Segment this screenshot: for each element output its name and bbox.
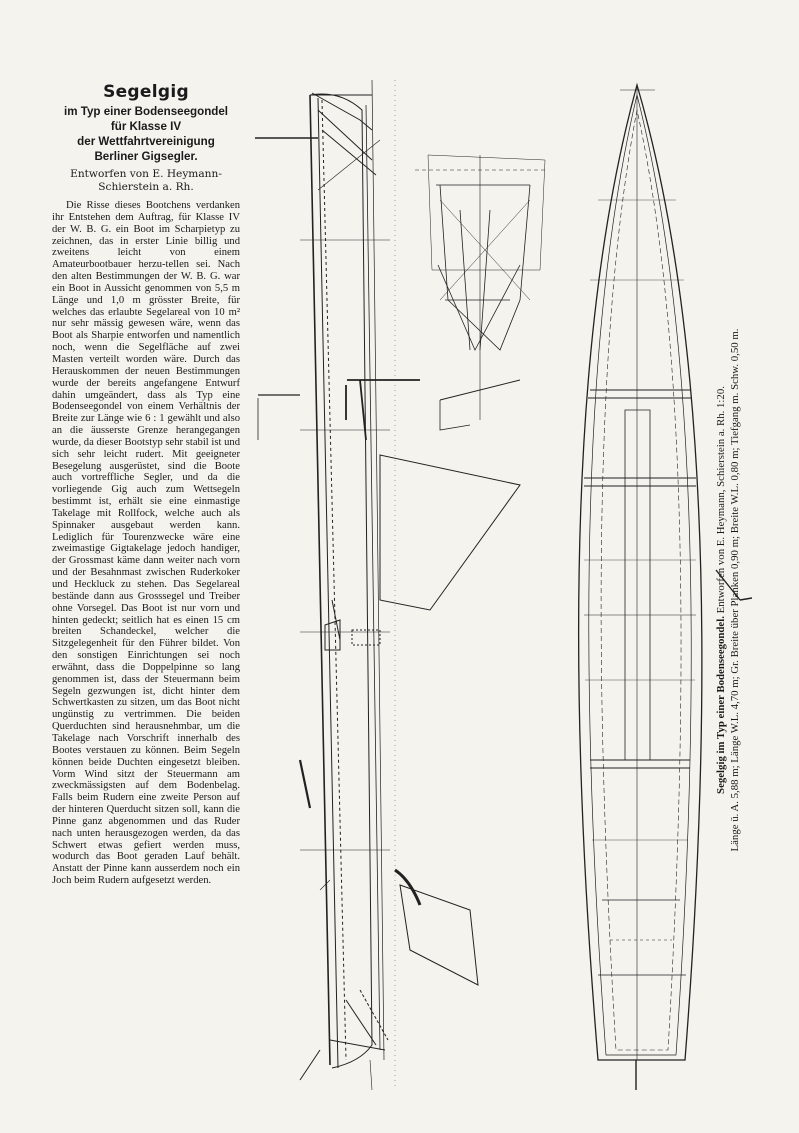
caption-line-1 <box>714 265 728 915</box>
caption-credit: Entworfen von E. Heymann, Schierstein a. Rh. 1:20. <box>715 386 727 614</box>
body-paragraph: Die Risse dieses Bootchens verdanken ihr Entstehen dem Auftrag, für Klasse IV der W. B. G. ein Boot im Scharpietyp zu zeichnen, das in erster Linie billig und zweitens leicht von einem Amateurbootbauer herzu-tellen sei. Nach den alten Bestimmungen der W. B. G. war ein Boot in Aussicht genommen von 5,5 m Länge und 1,0 m grösster Breite, für welches das erlaubte Segelareal von 10 m² nur sehr mässig gewesen wäre, wenn das Boot als Sharpie entworfen und namentlich noch, wenn die Segelfläche auf zwei Masten verteilt worden wäre. Durch das Herauskommen der neuen Bestimmungen wurde der bereits angefangene Entwurf dahin umgeändert, dass als Typ eine Bodenseegondel von einem Verhältnis der Breite zur Länge wie 6 : 1 gewählt und also an die äusserste Grenze herangegangen wurde, da dieser Bootstyp sehr stabil ist und sich sehr leicht rudert. Mit geeigneter Besegelung ausgerüstet, sind die Boote auch vortreffliche Segler, und da die vorliegende Gig auch zum Wettsegeln bestimmt ist, erhält sie eine einmastige Takelage mit Rollfock, welche auch als Spinnaker ausgebaut werden kann. Lediglich für Tourenzwecke wäre eine zweimastige Gigtakelage jedoch handiger, der Grossmast käme dann weiter nach vorn und der Besahnmast zwischen Ruderkoker und Heckluck zu stehen. Das Segelareal bestände dann aus Grosssegel und Treiber ohne Vorsegel. Das Boot ist nur vorn und hinten gedeckt; seitlich hat es einen 15 cm breiten Schandeckel, welcher die Sitzgelegenheit für den Führer bildet. Von den sonstigen Einrichtungen sei noch erwähnt, dass die Doppelpinne so lang genommen ist, dass der Steuermann beim Segeln gezwungen ist, dicht hinter dem Schwertkasten zu sitzen, um das Boot nicht ungünstig zu vertrimmen. Die beiden Querduchten sind herausnehmbar, um die Takelage nach Vorschrift innerhalb des Bootes verstauen zu können. Beim Segeln können beide Duchten eingesetzt bleiben. Vorm Wind sitzt der Steuermann am zweckmässigsten auf dem Bodenbelag. Falls beim Rudern eine zweite Person auf der hinteren Querducht sitzen soll, kann die Pinne ganz abgenommen und das Ruder nach unten herausgezogen werden, da das Schwert etwas gefiert werden muss, wodurch das Boot geraden Lauf behält. Anstatt der Pinne kann ausserdem noch ein Joch beim Rudern aufgesetzt werden. <box>52 200 240 887</box>
author-line: Entworfen von E. Heymann- <box>70 168 222 180</box>
caption-line-2: Länge ü. A. 5,88 m; Länge W.L. 4,70 m; Gr. Breite über Planken 0,90 m; Breite W.L. 0,80 m; Tiefgang m. Schw. 0,50 m. <box>729 328 741 852</box>
caption-title: Segelgig im Typ einer Bodenseegondel. <box>715 616 727 794</box>
section-drawing <box>415 155 545 430</box>
subtitle-line: Berliner Gigsegler. <box>94 150 198 163</box>
author-line: Schierstein a. Rh. <box>98 181 194 193</box>
subtitle-line: im Typ einer Bodenseegondel <box>63 105 229 118</box>
figure-caption <box>714 265 774 915</box>
article-title: Segelgig <box>103 82 189 102</box>
subtitle-line: der Wettfahrtvereinigung <box>77 135 215 148</box>
subtitle-line: für Klasse IV <box>110 120 182 133</box>
